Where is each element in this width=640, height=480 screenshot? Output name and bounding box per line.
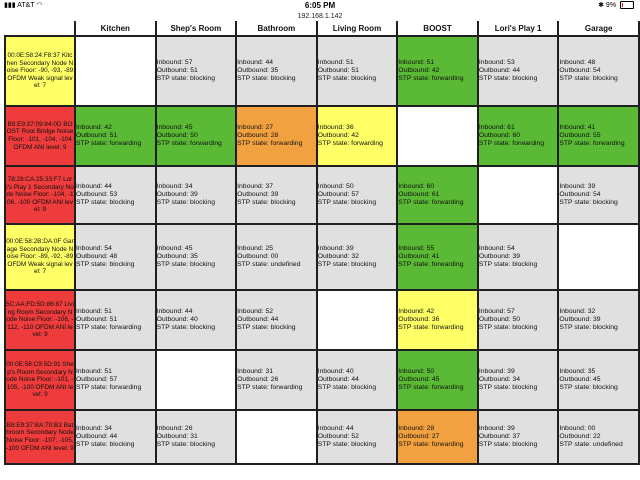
table-row — [5, 106, 639, 166]
stp-state: STP state: forwarding — [76, 384, 142, 391]
node-header: 00:0E:58:C9:5D:91 Shep's Room Secondary Node Noise Floor: -101, -105, -100 OFDM ANI level: 9 — [5, 350, 75, 410]
link-cell — [558, 350, 639, 410]
stp-state: STP state: blocking — [76, 199, 135, 206]
carrier-name: AT&T — [17, 2, 35, 9]
inbound-value: Inbound: 44 — [156, 308, 193, 315]
outbound-value: Outbound: 32 — [317, 253, 359, 260]
column-header-row — [5, 21, 639, 36]
clock: 6:05 PM — [304, 1, 336, 10]
inbound-value: Inbound: 48 — [559, 59, 596, 66]
outbound-value: Outbound: 40 — [156, 316, 198, 323]
inbound-value: Inbound: 51 — [317, 59, 354, 66]
stp-state: STP state: blocking — [237, 199, 296, 206]
inbound-value: Inbound: 34 — [76, 425, 112, 432]
inbound-value: Inbound: 55 — [398, 245, 435, 252]
battery-percent: 9% — [605, 2, 617, 9]
inbound-value: Inbound: 57 — [478, 308, 515, 315]
link-cell — [317, 350, 398, 410]
node-header: 00:0E:58:24:F8:37 Kitchen Secondary Node Noise Floor: -90, -93, -89 OFDM Weak signal level: 7 — [5, 36, 75, 106]
outbound-value: Outbound: 57 — [317, 191, 359, 198]
stp-state: STP state: forwarding — [398, 199, 464, 206]
table-row — [5, 290, 639, 350]
table-row — [5, 410, 639, 464]
column-header: Garage — [558, 21, 639, 36]
inbound-value: Inbound: 51 — [398, 59, 435, 66]
stp-state: STP state: blocking — [237, 75, 296, 82]
link-cell — [317, 166, 398, 224]
link-cell — [317, 224, 398, 290]
inbound-value: Inbound: 39 — [478, 425, 515, 432]
link-cell — [236, 166, 317, 224]
stp-state: STP state: blocking — [156, 75, 215, 82]
outbound-value: Outbound: 57 — [76, 376, 118, 383]
outbound-value: Outbound: 44 — [478, 67, 521, 74]
stp-state: STP state: blocking — [317, 384, 377, 391]
inbound-value: Inbound: 39 — [317, 245, 354, 252]
column-header: Living Room — [317, 21, 398, 36]
stp-state: STP state: blocking — [478, 324, 538, 331]
link-cell — [478, 106, 559, 166]
inbound-value: Inbound: 35 — [559, 368, 596, 375]
signal-icon: ▮▮▮ — [4, 2, 16, 9]
outbound-value: Outbound: 00 — [237, 253, 279, 260]
stp-state: STP state: blocking — [317, 261, 377, 268]
link-cell — [75, 224, 156, 290]
outbound-value: Outbound: 48 — [76, 253, 118, 260]
outbound-value: Outbound: 44 — [76, 433, 118, 440]
link-cell — [236, 350, 317, 410]
link-cell — [317, 36, 398, 106]
stp-state: STP state: blocking — [478, 261, 538, 268]
link-cell — [397, 224, 478, 290]
node-header: 00:0E:58:2B:DA:0F Garage Secondary Node Noise Floor: -89, -92, -89 OFDM Weak signal level: 7 — [5, 224, 75, 290]
inbound-value: Inbound: 50 — [317, 183, 354, 190]
link-cell — [156, 410, 237, 464]
outbound-value: Outbound: 44 — [317, 376, 359, 383]
table-row — [5, 166, 639, 224]
stp-state: STP state: forwarding — [76, 324, 142, 331]
inbound-value: Inbound: 42 — [398, 308, 435, 315]
inbound-value: Inbound: 42 — [76, 124, 112, 131]
inbound-value: Inbound: 50 — [398, 368, 435, 375]
outbound-value: Outbound: 36 — [398, 316, 440, 323]
battery-indicator — [598, 1, 634, 9]
inbound-value: Inbound: 40 — [317, 368, 354, 375]
column-header: Shep's Room — [156, 21, 237, 36]
table-row — [5, 224, 639, 290]
link-cell — [75, 166, 156, 224]
node-header: B8:E9:37:09:84:0D BOOST Root Bridge Noise Floor: -101, -104, -104 OFDM ANI level: 9 — [5, 106, 75, 166]
link-cell — [558, 106, 639, 166]
link-cell — [317, 290, 398, 350]
link-cell — [478, 350, 559, 410]
stp-state: STP state: blocking — [317, 75, 377, 82]
link-cell — [156, 106, 237, 166]
link-cell — [317, 410, 398, 464]
inbound-value: Inbound: 44 — [76, 183, 112, 190]
link-cell — [558, 224, 639, 290]
column-header: Kitchen — [75, 21, 156, 36]
outbound-value: Outbound: 60 — [478, 132, 521, 139]
outbound-value: Outbound: 52 — [317, 433, 359, 440]
column-header: Lori's Play 1 — [478, 21, 559, 36]
inbound-value: Inbound: 36 — [317, 124, 354, 131]
link-cell — [558, 36, 639, 106]
link-cell — [558, 166, 639, 224]
stp-state: STP state: blocking — [559, 324, 618, 331]
outbound-value: Outbound: 51 — [76, 316, 118, 323]
outbound-value: Outbound: 61 — [398, 191, 440, 198]
stp-state: STP state: forwarding — [398, 441, 464, 448]
outbound-value: Outbound: 27 — [398, 433, 440, 440]
stp-state: STP state: forwarding — [156, 140, 222, 147]
inbound-value: Inbound: 57 — [156, 59, 193, 66]
status-bar — [0, 0, 640, 13]
link-cell — [75, 350, 156, 410]
link-cell — [236, 36, 317, 106]
inbound-value: Inbound: 44 — [237, 59, 274, 66]
battery-icon — [620, 1, 634, 9]
outbound-value: Outbound: 39 — [478, 253, 521, 260]
outbound-value: Outbound: 28 — [237, 132, 279, 139]
link-cell — [156, 290, 237, 350]
link-cell — [397, 410, 478, 464]
link-cell — [397, 350, 478, 410]
column-header: Bathroom — [236, 21, 317, 36]
node-header: 78:28:CA:25:33:F7 Lori's Play 1 Secondary Node Noise Floor: -104, -106, -100 OFDM ANI level: 9 — [5, 166, 75, 224]
inbound-value: Inbound: 26 — [156, 425, 193, 432]
table-row — [5, 36, 639, 106]
stp-state: STP state: blocking — [317, 199, 377, 206]
link-cell — [397, 36, 478, 106]
link-cell — [156, 224, 237, 290]
stp-state: STP state: blocking — [559, 75, 618, 82]
stp-state: STP state: blocking — [76, 261, 135, 268]
stp-state: STP state: undefined — [559, 441, 623, 448]
inbound-value: Inbound: 27 — [237, 124, 274, 131]
stp-state: STP state: undefined — [237, 261, 301, 268]
mesh-status-table — [4, 21, 640, 465]
link-cell — [558, 410, 639, 464]
stp-state: STP state: forwarding — [559, 140, 625, 147]
stp-state: STP state: blocking — [156, 261, 215, 268]
stp-state: STP state: blocking — [317, 441, 377, 448]
inbound-value: Inbound: 45 — [156, 245, 193, 252]
outbound-value: Outbound: 26 — [237, 376, 279, 383]
table-body — [5, 36, 639, 464]
inbound-value: Inbound: 52 — [237, 308, 274, 315]
outbound-value: Outbound: 55 — [559, 132, 601, 139]
stp-state: STP state: forwarding — [237, 384, 303, 391]
inbound-value: Inbound: 60 — [398, 183, 435, 190]
stp-state: STP state: forwarding — [237, 140, 303, 147]
inbound-value: Inbound: 51 — [76, 368, 112, 375]
outbound-value: Outbound: 37 — [478, 433, 521, 440]
stp-state: STP state: blocking — [478, 75, 538, 82]
outbound-value: Outbound: 54 — [559, 191, 601, 198]
link-cell — [156, 166, 237, 224]
link-cell — [478, 410, 559, 464]
outbound-value: Outbound: 53 — [76, 191, 118, 198]
inbound-value: Inbound: 32 — [559, 308, 596, 315]
inbound-value: Inbound: 53 — [478, 59, 515, 66]
inbound-value: Inbound: 39 — [559, 183, 596, 190]
link-cell — [75, 106, 156, 166]
outbound-value: Outbound: 35 — [156, 253, 198, 260]
inbound-value: Inbound: 39 — [478, 368, 515, 375]
link-cell — [236, 290, 317, 350]
inbound-value: Inbound: 44 — [317, 425, 354, 432]
inbound-value: Inbound: 51 — [76, 308, 112, 315]
stp-state: STP state: blocking — [156, 441, 215, 448]
link-cell — [478, 290, 559, 350]
inbound-value: Inbound: 61 — [478, 124, 515, 131]
link-cell — [156, 36, 237, 106]
link-cell — [558, 290, 639, 350]
stp-state: STP state: blocking — [156, 199, 215, 206]
stp-state: STP state: forwarding — [398, 261, 464, 268]
stp-state: STP state: blocking — [76, 441, 135, 448]
stp-state: STP state: blocking — [478, 384, 538, 391]
inbound-value: Inbound: 45 — [156, 124, 193, 131]
column-header: BOOST — [397, 21, 478, 36]
stp-state: STP state: forwarding — [478, 140, 545, 147]
outbound-value: Outbound: 41 — [398, 253, 440, 260]
outbound-value: Outbound: 34 — [478, 376, 521, 383]
table-row — [5, 350, 639, 410]
link-cell — [397, 106, 478, 166]
stp-state: STP state: blocking — [237, 324, 296, 331]
address-bar[interactable]: 192.168.1.142 — [297, 13, 343, 20]
inbound-value: Inbound: 34 — [156, 183, 193, 190]
outbound-value: Outbound: 45 — [398, 376, 440, 383]
link-cell — [478, 224, 559, 290]
stp-state: STP state: blocking — [478, 441, 538, 448]
corner-cell — [5, 21, 75, 36]
link-cell — [75, 36, 156, 106]
link-cell — [236, 224, 317, 290]
node-header: B8:E9:37:BA:70:B3 Bathroom Secondary Node Noise Floor: -107, -105, -100 OFDM ANI level: 9 — [5, 410, 75, 464]
stp-state: STP state: forwarding — [398, 324, 464, 331]
link-cell — [317, 106, 398, 166]
link-cell — [478, 166, 559, 224]
inbound-value: Inbound: 37 — [237, 183, 274, 190]
outbound-value: Outbound: 50 — [156, 132, 198, 139]
link-cell — [397, 290, 478, 350]
outbound-value: Outbound: 50 — [478, 316, 521, 323]
stp-state: STP state: forwarding — [317, 140, 383, 147]
link-cell — [236, 410, 317, 464]
wifi-icon: ◠ — [36, 2, 43, 9]
outbound-value: Outbound: 51 — [156, 67, 198, 74]
outbound-value: Outbound: 39 — [559, 316, 601, 323]
link-cell — [397, 166, 478, 224]
node-header: 5C:AA:FD:5D:86:87 Living Room Secondary Node Noise Floor: -106, -112, -110 OFDM ANI level: 9 — [5, 290, 75, 350]
inbound-value: Inbound: 00 — [559, 425, 596, 432]
inbound-value: Inbound: 54 — [478, 245, 515, 252]
inbound-value: Inbound: 54 — [76, 245, 112, 252]
outbound-value: Outbound: 51 — [317, 67, 359, 74]
outbound-value: Outbound: 51 — [76, 132, 118, 139]
link-cell — [75, 410, 156, 464]
stp-state: STP state: blocking — [559, 199, 618, 206]
outbound-value: Outbound: 54 — [559, 67, 601, 74]
bluetooth-icon: ✱ — [598, 2, 604, 9]
outbound-value: Outbound: 35 — [237, 67, 279, 74]
link-cell — [236, 106, 317, 166]
outbound-value: Outbound: 39 — [237, 191, 279, 198]
outbound-value: Outbound: 42 — [398, 67, 440, 74]
outbound-value: Outbound: 39 — [156, 191, 198, 198]
inbound-value: Inbound: 41 — [559, 124, 596, 131]
outbound-value: Outbound: 45 — [559, 376, 601, 383]
outbound-value: Outbound: 44 — [237, 316, 279, 323]
link-cell — [478, 36, 559, 106]
inbound-value: Inbound: 31 — [237, 368, 274, 375]
link-cell — [75, 290, 156, 350]
outbound-value: Outbound: 31 — [156, 433, 198, 440]
stp-state: STP state: forwarding — [398, 384, 464, 391]
outbound-value: Outbound: 22 — [559, 433, 601, 440]
stp-state: STP state: blocking — [156, 324, 215, 331]
inbound-value: Inbound: 28 — [398, 425, 435, 432]
stp-state: STP state: blocking — [559, 384, 618, 391]
stp-state: STP state: forwarding — [398, 75, 464, 82]
inbound-value: Inbound: 25 — [237, 245, 274, 252]
stp-state: STP state: forwarding — [76, 140, 142, 147]
outbound-value: Outbound: 42 — [317, 132, 359, 139]
link-cell — [156, 350, 237, 410]
